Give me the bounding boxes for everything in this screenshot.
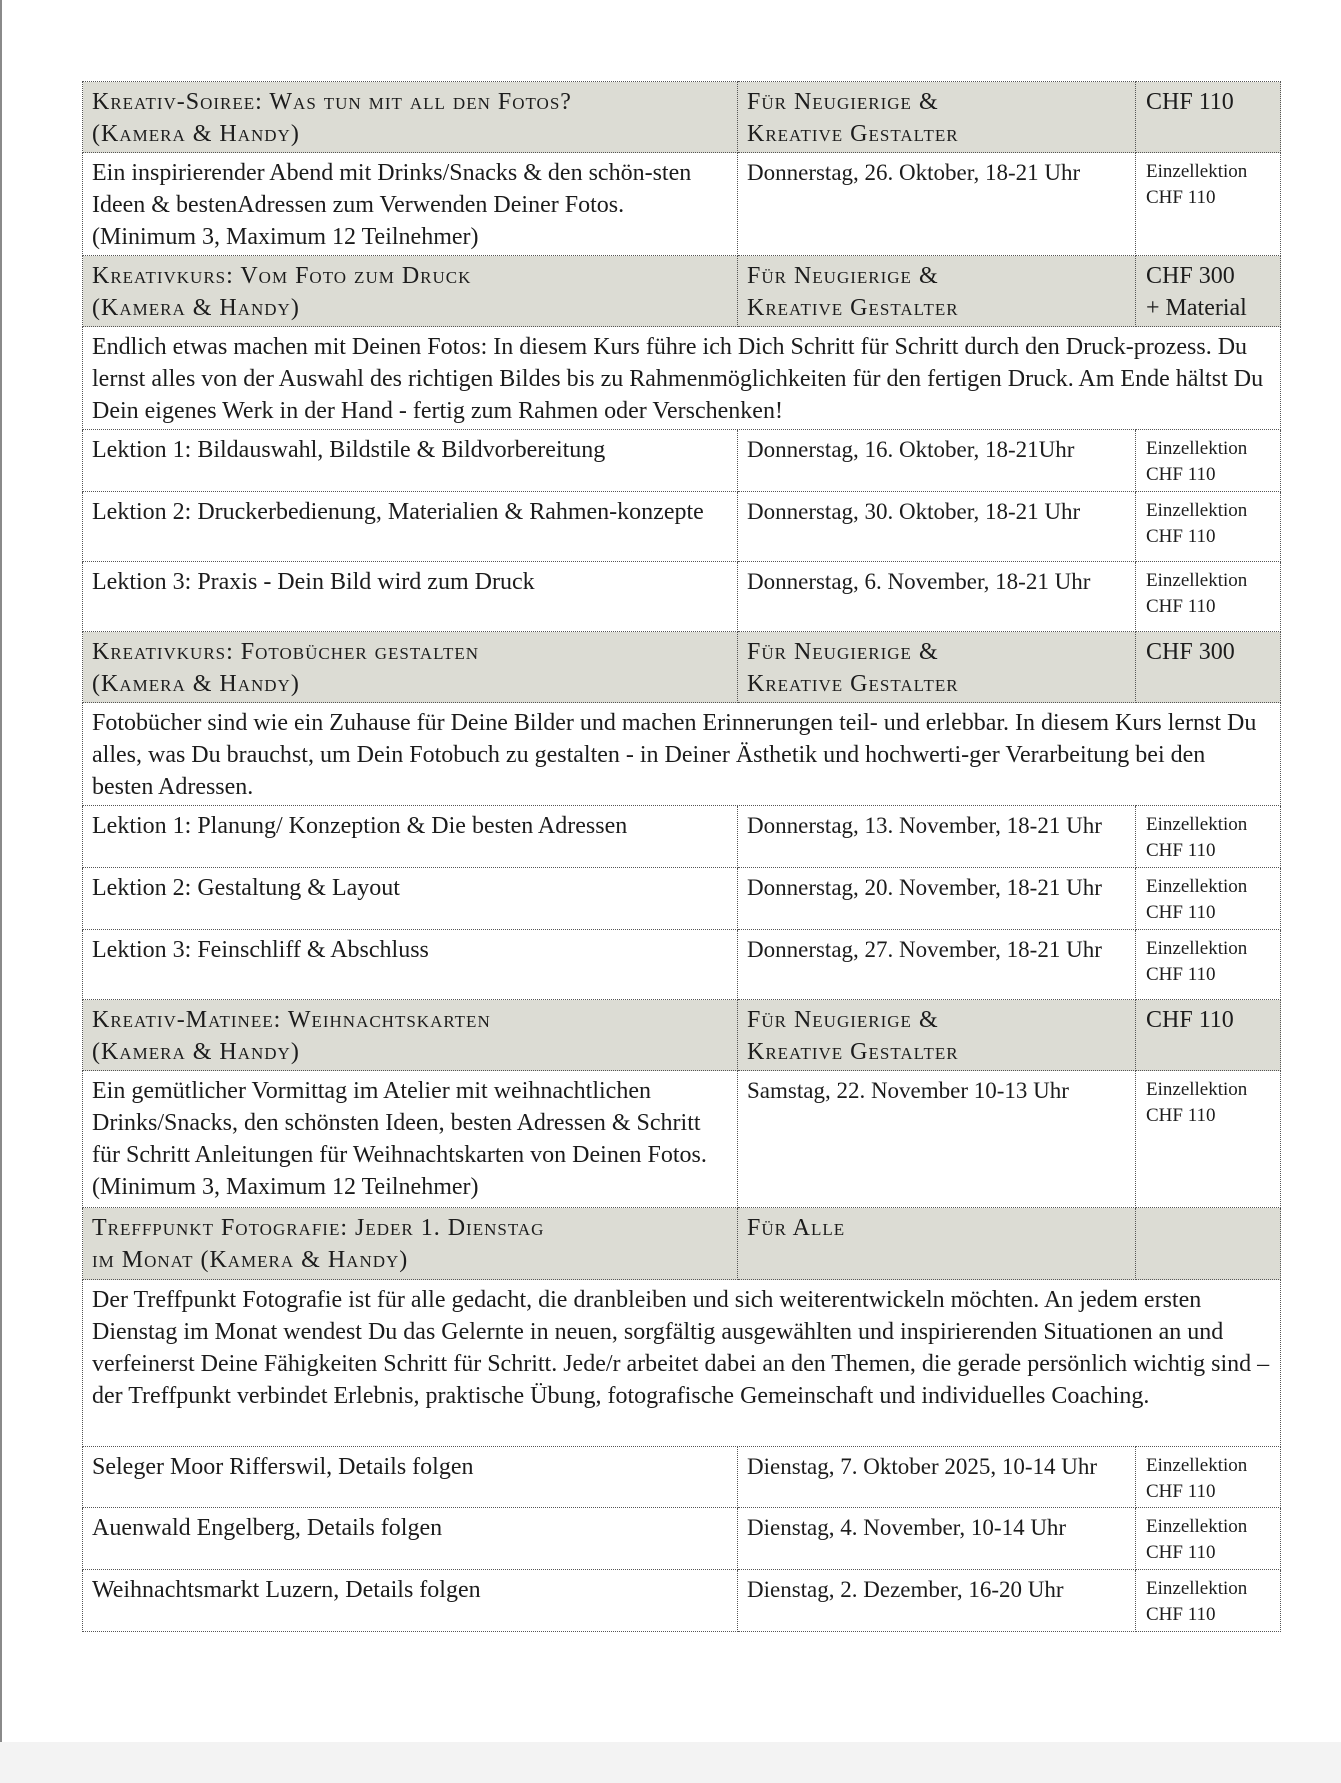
lesson-price: Einzellektion CHF 110 [1136, 430, 1281, 492]
lesson-title: Lektion 1: Planung/ Konzeption & Die besten Adressen [83, 806, 738, 868]
lesson-date: Dienstag, 4. November, 10-14 Uhr [738, 1508, 1136, 1570]
course-description: Ein inspirierender Abend mit Drinks/Snacks & den schön-sten Ideen & bestenAdressen zum Verwenden Deiner Fotos. (Minimum 3, Maximum 12 Teilnehmer) [83, 153, 738, 256]
lesson-date: Donnerstag, 20. November, 18-21 Uhr [738, 868, 1136, 930]
course-date: Donnerstag, 26. Oktober, 18-21 Uhr [738, 153, 1136, 256]
page-left-edge [0, 0, 2, 1783]
lesson-row [83, 430, 1281, 492]
lesson-row [83, 492, 1281, 562]
course-title: Kreativkurs: Vom Foto zum Druck (Kamera & Handy) [83, 256, 738, 327]
lesson-date: Dienstag, 2. Dezember, 16-20 Uhr [738, 1570, 1136, 1632]
lesson-date: Dienstag, 7. Oktober 2025, 10-14 Uhr [738, 1447, 1136, 1508]
course-schedule-table [82, 81, 1281, 1632]
course-title: Treffpunkt Fotografie: Jeder 1. Dienstag im Monat (Kamera & Handy) [83, 1208, 738, 1280]
course-description-row [83, 1280, 1281, 1447]
course-header-row [83, 1000, 1281, 1071]
course-audience: Für Neugierige & Kreative Gestalter [738, 256, 1136, 327]
lesson-date: Donnerstag, 30. Oktober, 18-21 Uhr [738, 492, 1136, 562]
course-date: Samstag, 22. November 10-13 Uhr [738, 1071, 1136, 1208]
lesson-date: Donnerstag, 16. Oktober, 18-21Uhr [738, 430, 1136, 492]
course-header-row [83, 82, 1281, 153]
course-audience: Für Alle [738, 1208, 1136, 1280]
course-description-row [83, 1071, 1281, 1208]
course-header-row [83, 1208, 1281, 1280]
course-description: Der Treffpunkt Fotografie ist für alle gedacht, die dranbleiben und sich weiterentwickeln möchten. An jedem ersten Dienstag im Monat wendest Du das Gelernte in neuen, sorgfältig ausgewählten und inspirierenden Situationen an und verfeinerst Deine Fähigkeiten Schritt für Schritt. Jede/r arbeitet dabei an den Themen, die gerade persönlich wichtig sind – der Treffpunkt verbindet Erlebnis, praktische Übung, fotografische Gemeinschaft und individuelles Coaching. [83, 1280, 1281, 1447]
course-title: Kreativkurs: Fotobücher gestalten (Kamera & Handy) [83, 632, 738, 703]
lesson-row [83, 806, 1281, 868]
lesson-row [83, 868, 1281, 930]
course-audience: Für Neugierige & Kreative Gestalter [738, 1000, 1136, 1071]
course-description: Ein gemütlicher Vormittag im Atelier mit weihnachtlichen Drinks/Snacks, den schönsten Ideen, besten Adressen & Schritt für Schritt Anleitungen für Weihnachtskarten von Deinen Fotos. (Minimum 3, Maximum 12 Teilnehmer) [83, 1071, 738, 1208]
course-price: CHF 300 [1136, 632, 1281, 703]
lesson-title: Lektion 1: Bildauswahl, Bildstile & Bildvorbereitung [83, 430, 738, 492]
course-price: CHF 300 + Material [1136, 256, 1281, 327]
course-description: Endlich etwas machen mit Deinen Fotos: In diesem Kurs führe ich Dich Schritt für Schritt durch den Druck-prozess. Du lernst alles von der Auswahl des richtigen Bildes bis zu Rahmenmöglichkeiten für den fertigen Druck. Am Ende hältst Du Dein eigenes Werk in der Hand - fertig zum Rahmen oder Verschenken! [83, 327, 1281, 430]
lesson-price: Einzellektion CHF 110 [1136, 868, 1281, 930]
course-header-row [83, 632, 1281, 703]
lesson-row [83, 1508, 1281, 1570]
lesson-price: Einzellektion CHF 110 [1136, 806, 1281, 868]
lesson-title: Lektion 2: Gestaltung & Layout [83, 868, 738, 930]
lesson-price: Einzellektion CHF 110 [1136, 562, 1281, 632]
course-audience: Für Neugierige & Kreative Gestalter [738, 632, 1136, 703]
course-price [1136, 1208, 1281, 1280]
course-description-row [83, 153, 1281, 256]
course-title: Kreativ-Matinee: Weihnachtskarten (Kamera & Handy) [83, 1000, 738, 1071]
course-single-price: Einzellektion CHF 110 [1136, 153, 1281, 256]
lesson-title: Weihnachtsmarkt Luzern, Details folgen [83, 1570, 738, 1632]
lesson-row [83, 1447, 1281, 1508]
lesson-title: Auenwald Engelberg, Details folgen [83, 1508, 738, 1570]
lesson-date: Donnerstag, 27. November, 18-21 Uhr [738, 930, 1136, 1000]
lesson-row [83, 562, 1281, 632]
course-description: Fotobücher sind wie ein Zuhause für Deine Bilder und machen Erinnerungen teil- und erlebbar. In diesem Kurs lernst Du alles, was Du brauchst, um Dein Fotobuch zu gestalten - in Deiner Ästhetik und hochwerti-ger Verarbeitung bei den besten Adressen. [83, 703, 1281, 806]
course-single-price: Einzellektion CHF 110 [1136, 1071, 1281, 1208]
lesson-title: Lektion 2: Druckerbedienung, Materialien & Rahmen-konzepte [83, 492, 738, 562]
lesson-date: Donnerstag, 13. November, 18-21 Uhr [738, 806, 1136, 868]
lesson-title: Seleger Moor Rifferswil, Details folgen [83, 1447, 738, 1508]
lesson-title: Lektion 3: Feinschliff & Abschluss [83, 930, 738, 1000]
course-price: CHF 110 [1136, 1000, 1281, 1071]
lesson-price: Einzellektion CHF 110 [1136, 930, 1281, 1000]
course-title: Kreativ-Soiree: Was tun mit all den Fotos? (Kamera & Handy) [83, 82, 738, 153]
lesson-row [83, 930, 1281, 1000]
lesson-price: Einzellektion CHF 110 [1136, 492, 1281, 562]
lesson-price: Einzellektion CHF 110 [1136, 1508, 1281, 1570]
lesson-price: Einzellektion CHF 110 [1136, 1570, 1281, 1632]
course-description-row [83, 703, 1281, 806]
course-audience: Für Neugierige & Kreative Gestalter [738, 82, 1136, 153]
course-description-row [83, 327, 1281, 430]
course-price: CHF 110 [1136, 82, 1281, 153]
lesson-date: Donnerstag, 6. November, 18-21 Uhr [738, 562, 1136, 632]
course-header-row [83, 256, 1281, 327]
page-bottom-shade [0, 1742, 1341, 1783]
lesson-row [83, 1570, 1281, 1632]
lesson-price: Einzellektion CHF 110 [1136, 1447, 1281, 1508]
lesson-title: Lektion 3: Praxis - Dein Bild wird zum Druck [83, 562, 738, 632]
